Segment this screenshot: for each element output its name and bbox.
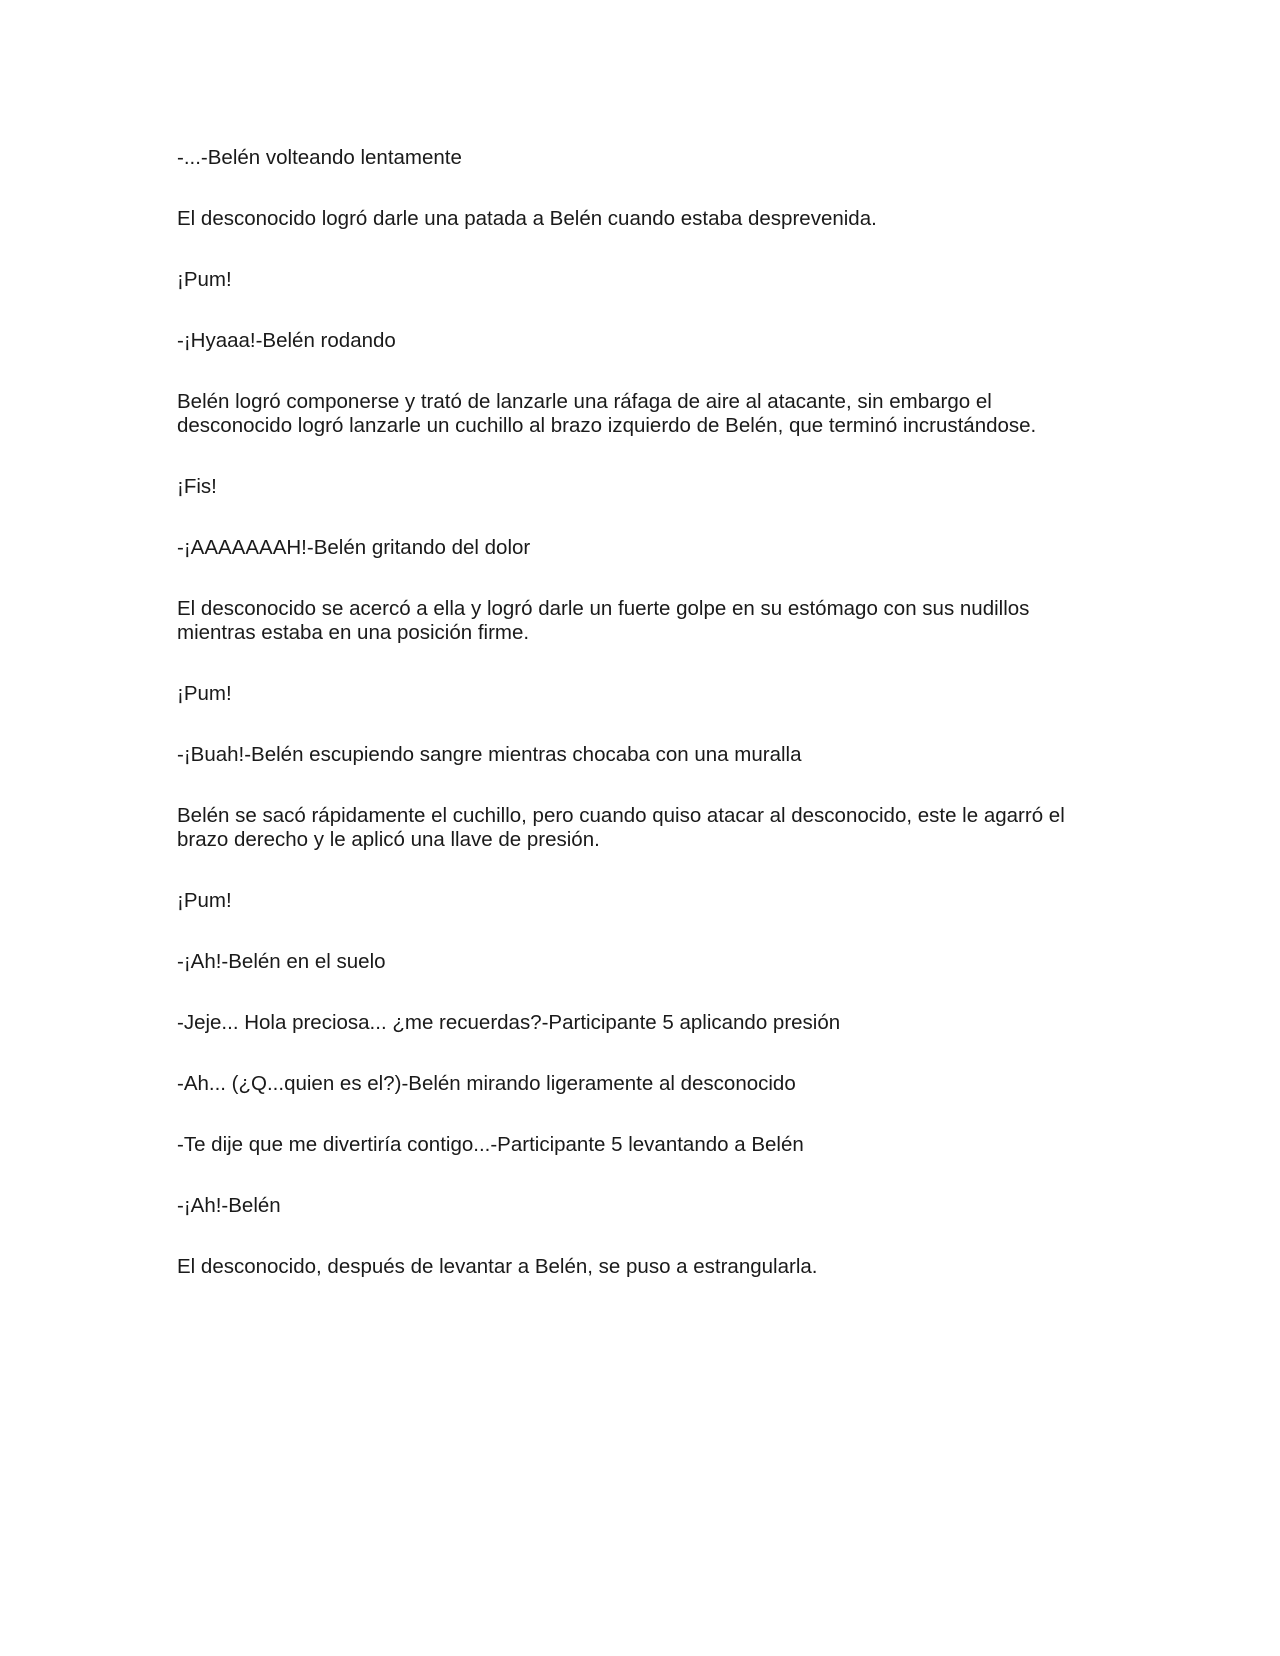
paragraph: -Jeje... Hola preciosa... ¿me recuerdas?-Participante 5 aplicando presión — [177, 1011, 841, 1034]
paragraph: El desconocido logró darle una patada a Belén cuando estaba desprevenida. — [177, 207, 877, 230]
paragraph: Belén logró componerse y trató de lanzarle una ráfaga de aire al atacante, sin embargo el desconocido logró lanzarle un cuchillo al brazo izquierdo de Belén, que terminó incrustándose. — [177, 390, 1037, 437]
paragraph: -¡Hyaaa!-Belén rodando — [177, 329, 396, 352]
paragraph: -Ah... (¿Q...quien es el?)-Belén mirando ligeramente al desconocido — [177, 1072, 796, 1095]
paragraph: El desconocido se acercó a ella y logró darle un fuerte golpe en su estómago con sus nudillos mientras estaba en una posición firme. — [177, 597, 1030, 644]
document-body — [177, 146, 1097, 1316]
paragraph: -...-Belén volteando lentamente — [177, 146, 462, 169]
paragraph: ¡Fis! — [177, 475, 217, 498]
paragraph: ¡Pum! — [177, 889, 232, 912]
paragraph: ¡Pum! — [177, 268, 232, 291]
paragraph: -¡Buah!-Belén escupiendo sangre mientras chocaba con una muralla — [177, 743, 802, 766]
paragraph: -Te dije que me divertiría contigo...-Participante 5 levantando a Belén — [177, 1133, 804, 1156]
paragraph: -¡Ah!-Belén — [177, 1194, 281, 1217]
paragraph: -¡AAAAAAAH!-Belén gritando del dolor — [177, 536, 531, 559]
paragraph: ¡Pum! — [177, 682, 232, 705]
paragraph: El desconocido, después de levantar a Belén, se puso a estrangularla. — [177, 1255, 818, 1278]
paragraph: Belén se sacó rápidamente el cuchillo, pero cuando quiso atacar al desconocido, este le agarró el brazo derecho y le aplicó una llave de presión. — [177, 804, 1065, 851]
paragraph: -¡Ah!-Belén en el suelo — [177, 950, 386, 973]
